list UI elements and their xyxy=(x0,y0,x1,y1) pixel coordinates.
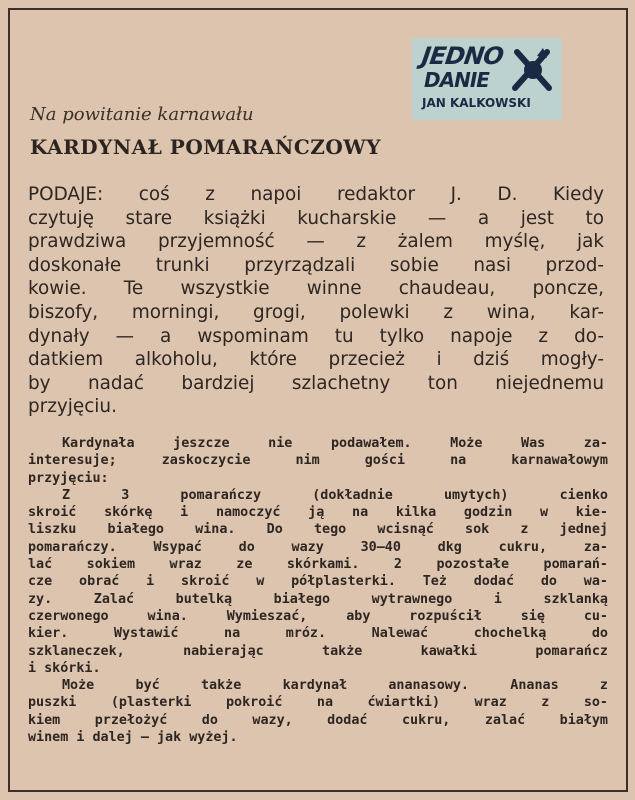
body-line: kier. Wystawić na mróz. Nalewać chochelką do xyxy=(28,626,608,642)
body-line: Może być także kardynał ananasowy. Ananas z xyxy=(62,678,608,694)
lead-line: datkiem alkoholu, które przecież i dziś mogły- xyxy=(28,349,604,371)
body-line: puszki (plasterki pokroić na ćwiartki) wraz z so- xyxy=(28,695,608,711)
lead-line: by nadać bardziej szlachetny ton niejednemu xyxy=(28,372,604,394)
lead-line: dynały — a wspominam tu tylko napoje z do- xyxy=(28,325,604,347)
logo-author: JAN KALKOWSKI xyxy=(422,96,531,110)
body-line: interesuje; zaskoczycie nim gości na karnawałowym xyxy=(28,453,608,469)
lead-line: prawdziwa przyjemność — z żalem myślę, jak xyxy=(28,231,604,253)
body-line: skroić skórkę i namoczyć ją na kilka godzin w kie- xyxy=(28,505,608,521)
body-line: czerwonego wina. Wymieszać, aby rozpuścił się cu- xyxy=(28,608,608,624)
lead-line: biszofy, morningi, grogi, polewki z wina, kar- xyxy=(28,301,604,323)
article-headline: KARDYNAŁ POMARAŃCZOWY xyxy=(30,135,382,159)
fork-spoon-icon xyxy=(507,44,559,96)
body-line: Z 3 pomarańczy (dokładnie umytych) cienko xyxy=(62,487,608,503)
body-line: kiem przełożyć do wazy, dodać cukru, zalać białym xyxy=(28,712,608,728)
body-line: przyjęciu: xyxy=(28,470,109,486)
lead-line: przyjęciu. xyxy=(28,396,117,418)
lead-line: PODAJE: coś z napoi redaktor J. D. Kiedy xyxy=(28,184,604,205)
body-line: pomarańczy. Wsypać do wazy 30—40 dkg cukru, za- xyxy=(28,539,608,555)
body-line: lać sokiem wraz ze skórkami. 2 pozostałe pomarań- xyxy=(28,557,608,573)
column-logo xyxy=(412,38,562,120)
body-line: Kardynała jeszcze nie podawałem. Może Was za- xyxy=(62,436,608,451)
lead-paragraph xyxy=(28,183,604,419)
body-line: winem i dalej — jak wyżej. xyxy=(28,730,238,746)
article-kicker: Na powitanie karnawału xyxy=(30,104,254,125)
logo-line-2: DANIE xyxy=(424,68,489,92)
recipe-body xyxy=(28,435,608,746)
body-line: zy. Zalać butelką białego wytrawnego i szklanką xyxy=(28,591,608,607)
lead-line: czytuję stare książki kucharskie — a jest to xyxy=(28,207,604,229)
body-line: liszku białego wina. Do tego wcisnąć sok z jednej xyxy=(28,522,608,538)
body-line: szklaneczek, nabierając także kawałki pomarańcz xyxy=(28,643,608,659)
lead-line: kowie. Te wszystkie winne chaudeau, poncze, xyxy=(28,278,604,300)
lead-line: doskonałe trunki przyrządzali sobie nasi przod- xyxy=(28,254,604,276)
body-line: i skórki. xyxy=(28,660,101,676)
logo-line-1: JEDNO xyxy=(420,42,505,70)
body-line: cze obrać i skroić w półplasterki. Też dodać do wa- xyxy=(28,574,608,590)
